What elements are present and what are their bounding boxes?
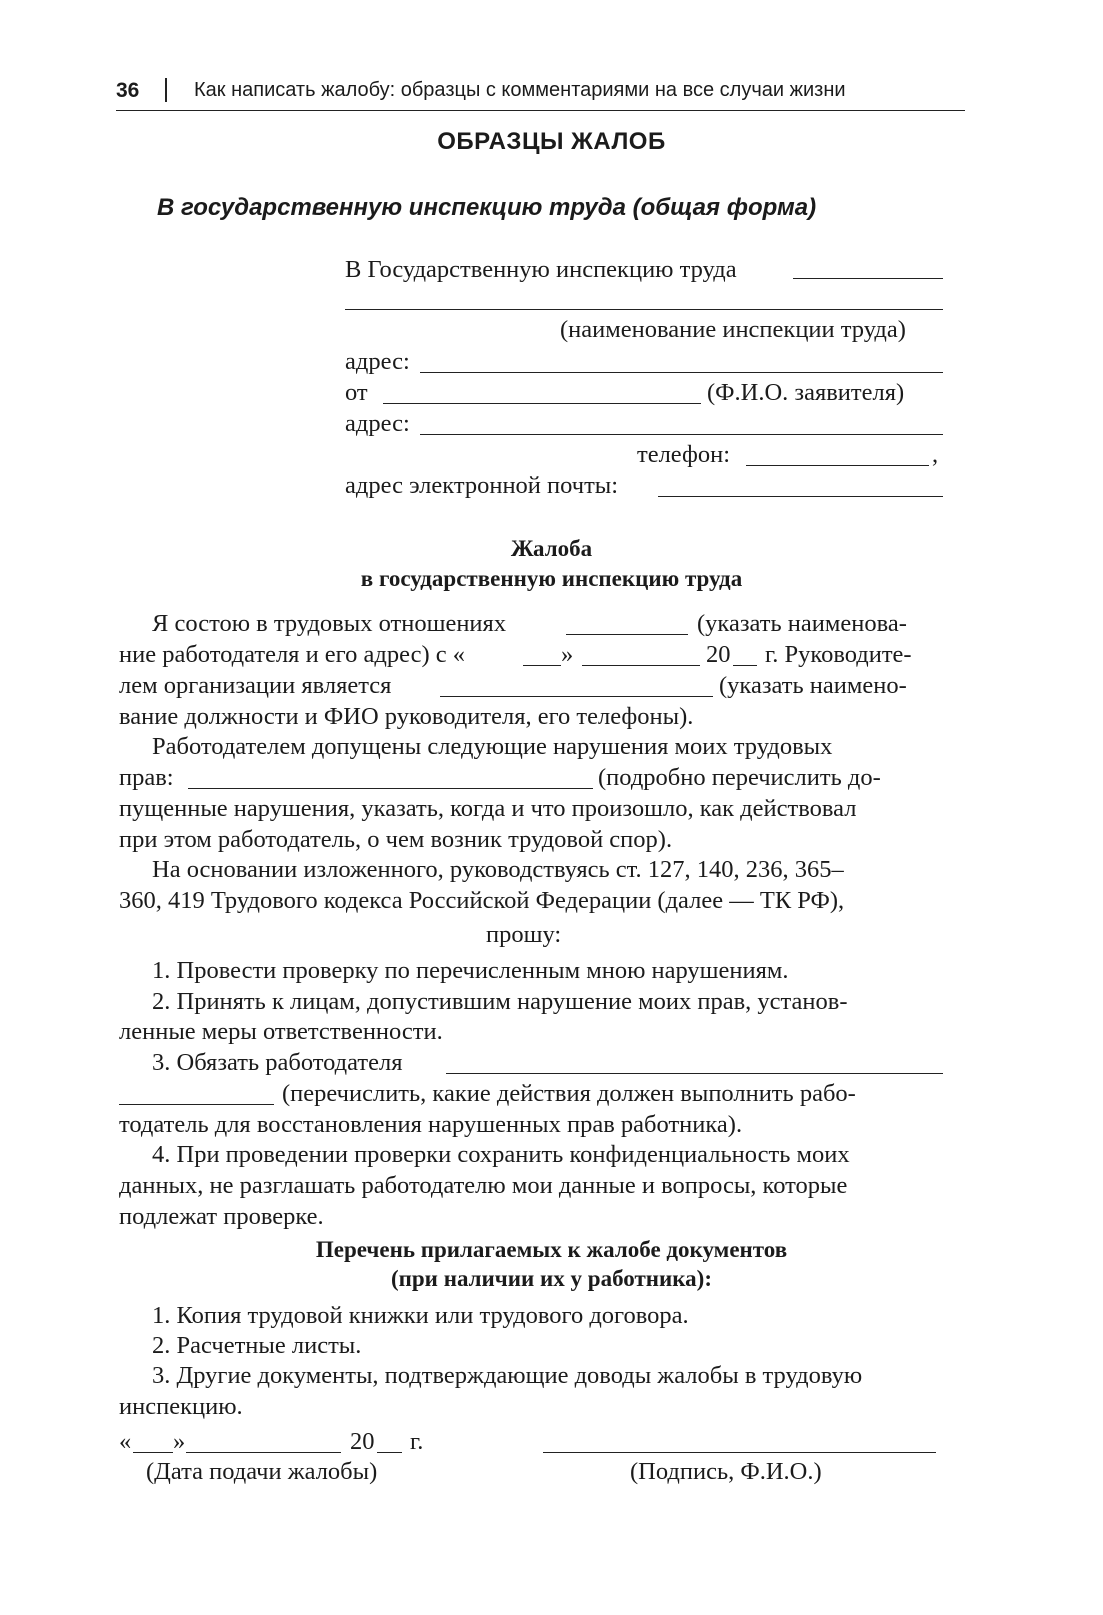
obligation-blank-2 [119,1104,274,1105]
attachment-2: 2. Расчетные листы. [152,1332,362,1359]
signature-caption: (Подпись, Ф.И.О.) [630,1458,822,1485]
phone-suffix: , [932,441,939,468]
day-blank [523,665,561,666]
p1-line2c: 20 [706,641,731,668]
date-year-suffix: г. [410,1428,424,1455]
p1-line3b: (указать наимено- [719,672,907,699]
request-item-2a: 2. Принять к лицам, допустившим нарушение моих прав, установ- [152,988,848,1015]
address2-blank [420,434,943,435]
address-label: адрес: [345,348,410,375]
violations-blank [188,788,593,789]
inspection-blank [793,278,943,279]
header-separator [165,78,167,102]
attachments-title: Перечень прилагаемых к жалобе документов [315,1237,788,1262]
attachment-1: 1. Копия трудовой книжки или трудового договора. [152,1302,689,1329]
applicant-blank [383,403,701,404]
running-head [116,76,965,111]
p1-line2d: г. Руководите- [765,641,912,668]
addressee-to-label: В Государственную инспекцию труда [345,256,737,283]
request-item-3c: тодатель для восстановления нарушенных прав работника). [119,1111,743,1138]
date-year-prefix: 20 [350,1428,375,1455]
manager-blank [440,696,713,697]
phone-blank [746,465,929,466]
phone-label: телефон: [637,441,731,468]
signature-blank [543,1452,936,1453]
complaint-title: Жалоба [510,536,593,561]
complaint-subtitle: в государственную инспекцию труда [360,566,743,591]
email-label: адрес электронной почты: [345,472,619,499]
inspection-hint: (наименование инспекции труда) [560,316,906,343]
attachment-3b: инспекцию. [119,1393,243,1420]
request-item-4a: 4. При проведении проверки сохранить конфиденциальность моих [152,1141,850,1168]
p2-line4: при этом работодатель, о чем возник трудовой спор). [119,826,673,853]
p2-line2b: (подробно перечислить до- [598,764,881,791]
from-label: от [345,379,368,406]
date-month-blank [186,1452,341,1453]
date-caption: (Дата подачи жалобы) [146,1458,378,1485]
running-title: Как написать жалобу: образцы с комментариями на все случаи жизни [194,79,846,101]
request-item-3a: 3. Обязать работодателя [152,1049,403,1076]
p3-line1: На основании изложенного, руководствуясь ст. 127, 140, 236, 365– [152,856,844,883]
p2-line2a: прав: [119,764,174,791]
request-item-2b: ленные меры ответственности. [119,1018,443,1045]
address-blank [420,372,943,373]
p1-line3a: лем организации является [119,672,392,699]
p2-line1: Работодателем допущены следующие нарушения моих трудовых [152,733,833,760]
attachments-subtitle: (при наличии их у работника): [390,1266,712,1291]
request-item-1: 1. Провести проверку по перечисленным мною нарушениям. [152,957,789,984]
applicant-hint: (Ф.И.О. заявителя) [707,379,905,406]
email-blank [658,496,943,497]
date-quote-close: » [173,1428,186,1455]
address2-label: адрес: [345,410,410,437]
employer-blank [566,634,688,635]
inspection-name-blank [345,309,943,310]
p1-line2a: ние работодателя и его адрес) с « [119,641,465,668]
attachment-3a: 3. Другие документы, подтверждающие доводы жалобы в трудовую [152,1362,863,1389]
p1-line2b: » [561,641,574,668]
page-number: 36 [116,79,140,102]
date-day-blank [133,1452,173,1453]
p1-line1a: Я состою в трудовых отношениях [152,610,507,637]
request-item-3b: (перечислить, какие действия должен выполнить рабо- [282,1080,856,1107]
obligation-blank [446,1073,943,1074]
date-quote-open: « [119,1428,132,1455]
p1-line4: вание должности и ФИО руководителя, его телефоны). [119,703,694,730]
request-item-4c: подлежат проверке. [119,1203,324,1230]
request-word: прошу: [486,921,562,948]
p2-line3: пущенные нарушения, указать, когда и что произошло, как действовал [119,795,857,822]
p3-line2: 360, 419 Трудового кодекса Российской Федерации (далее — ТК РФ), [119,887,845,914]
month-blank [582,665,700,666]
p1-line1b: (указать наименова- [697,610,907,637]
addressee-to-line [345,256,737,284]
date-year-blank [377,1452,402,1453]
form-subtitle: В государственную инспекцию труда (общая форма) [157,194,817,221]
section-title: ОБРАЗЦЫ ЖАЛОБ [437,128,666,155]
year-blank [733,665,757,666]
request-item-4b: данных, не разглашать работодателю мои данные и вопросы, которые [119,1172,848,1199]
